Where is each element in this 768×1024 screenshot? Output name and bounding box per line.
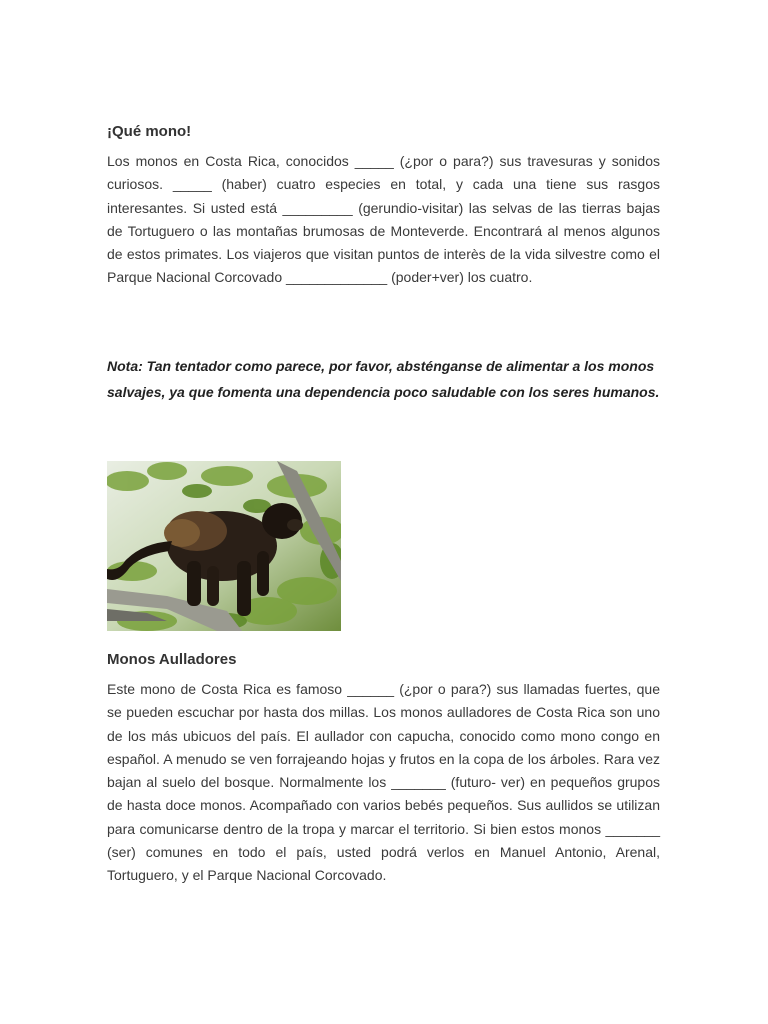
intro-paragraph: Los monos en Costa Rica, conocidos _____ (¿por o para?) sus travesuras y sonidos curiosos. _____ (haber) cuatro especies en total, y cada una tiene sus rasgos interesantes. Si usted está _________ (gerundio-visitar) las selvas de las tierras bajas de Tortuguero o las montañas brumosas de Monteverde. Encontrará al menos algunos de estos primates. Los viajeros que visitan puntos de interès de la vida silvestre como el Parque Nacional Corcovado _____________ (poder+ver) los cuatro. (107, 153, 660, 286)
section-title-monos-aulladores: Monos Aulladores (107, 651, 237, 668)
note-paragraph: Nota: Tan tentador como parece, por favor, absténganse de alimentar a los monos salvajes, ya que fomenta una dependencia poco saludable con los seres humanos. (107, 358, 660, 400)
howler-paragraph: Este mono de Costa Rica es famoso ______ (¿por o para?) sus llamadas fuertes, que se pueden escuchar por hasta dos millas. Los monos aulladores de Costa Rica son uno de los más ubicuos del país. El aullador con capucha, conocido como mono congo en español. A menudo se ven forrajeando hojas y frutos en la copa de los árboles. Rara vez bajan al suelo del bosque. Normalmente los _______ (futuro- ver) en pequeños grupos de hasta doce monos. Acompañado con varios bebés pequeños. Sus aullidos se utilizan para comunicarse dentro de la tropa y marcar el territorio. Si bien estos monos _______ (ser) comunes en todo el país, usted podrá verlos en Manuel Antonio, Arenal, Tortuguero, y el Parque Nacional Corcovado. (107, 681, 660, 884)
howler-monkey-photo (107, 461, 341, 631)
section-title-que-mono: ¡Qué mono! (107, 123, 192, 140)
